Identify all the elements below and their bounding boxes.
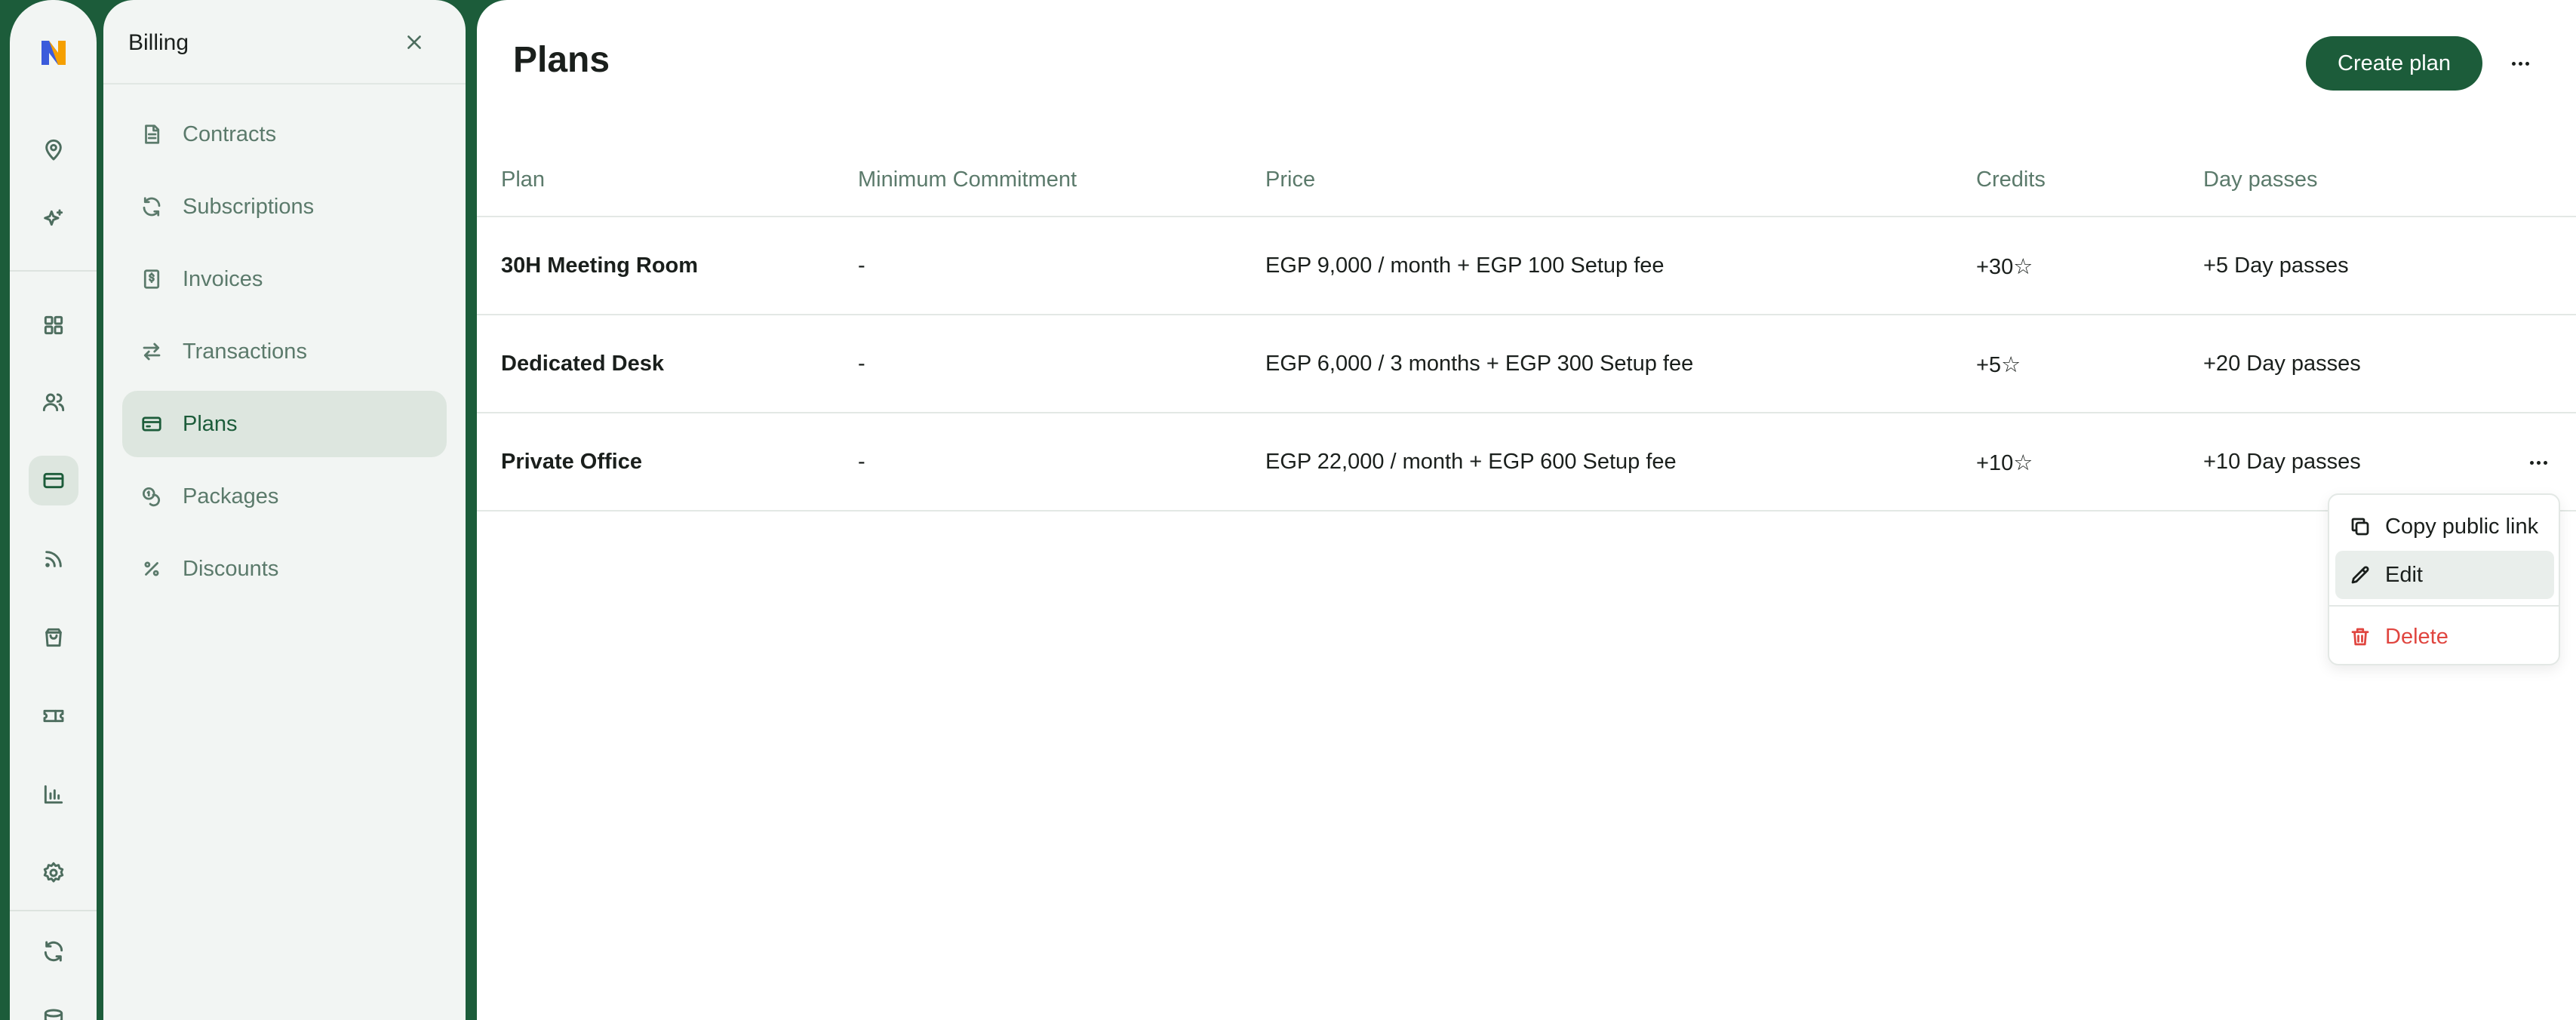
cell-commitment: -	[858, 450, 865, 474]
table-row[interactable]	[477, 217, 2576, 315]
subnav-item-label: Plans	[183, 411, 238, 436]
table-row[interactable]	[477, 413, 2576, 512]
sync-icon[interactable]	[29, 926, 78, 976]
cell-price: EGP 9,000 / month + EGP 100 Setup fee	[1265, 253, 1665, 278]
subnav-item-transactions[interactable]	[122, 318, 447, 385]
close-icon[interactable]	[401, 29, 428, 56]
app-logo[interactable]	[37, 36, 70, 69]
cell-day-passes: +20 Day passes	[2203, 352, 2361, 376]
subnav-item-discounts[interactable]	[122, 536, 447, 602]
cell-plan: Private Office	[501, 450, 642, 474]
cell-credits: +5☆	[1976, 353, 2021, 377]
subnav-item-subscriptions[interactable]	[122, 174, 447, 240]
menu-item-edit[interactable]	[2335, 551, 2554, 599]
trash-icon	[2347, 624, 2373, 650]
icon-rail	[10, 0, 97, 1020]
cell-day-passes: +10 Day passes	[2203, 450, 2361, 474]
database-icon[interactable]	[29, 994, 78, 1020]
settings-gear-icon[interactable]	[29, 848, 78, 898]
billing-subnav	[103, 0, 466, 1020]
menu-item-label: Delete	[2385, 624, 2448, 649]
subnav-item-label: Transactions	[183, 339, 307, 364]
cell-plan: 30H Meeting Room	[501, 253, 699, 278]
subnav-item-plans[interactable]	[122, 391, 447, 457]
coins-icon	[139, 484, 164, 509]
subnav-title: Billing	[128, 30, 189, 55]
subnav-list	[122, 101, 447, 608]
copy-icon	[2347, 514, 2373, 539]
column-header-price[interactable]: Price	[1265, 167, 1316, 192]
percent-icon	[139, 556, 164, 582]
menu-item-label: Edit	[2385, 562, 2423, 587]
billing-card-icon[interactable]	[29, 456, 78, 505]
plans-table	[477, 148, 2576, 512]
subnav-item-label: Invoices	[183, 266, 263, 291]
cell-commitment: -	[858, 352, 865, 376]
cell-price: EGP 22,000 / month + EGP 600 Setup fee	[1265, 450, 1677, 474]
users-icon[interactable]	[29, 377, 78, 427]
more-options-icon[interactable]	[2504, 47, 2537, 80]
menu-divider	[2329, 605, 2559, 607]
invoice-icon	[139, 266, 164, 292]
card-icon	[139, 411, 164, 437]
subnav-item-label: Packages	[183, 484, 279, 508]
subnav-item-label: Contracts	[183, 121, 277, 146]
column-header-minimum-commitment[interactable]: Minimum Commitment	[858, 167, 1077, 192]
subnav-item-invoices[interactable]	[122, 246, 447, 312]
cell-credits: +30☆	[1976, 255, 2033, 279]
grid-icon[interactable]	[29, 300, 78, 350]
column-header-credits[interactable]: Credits	[1976, 167, 2046, 192]
cell-credits: +10☆	[1976, 451, 2033, 475]
subnav-item-label: Subscriptions	[183, 194, 315, 219]
table-row[interactable]	[477, 315, 2576, 413]
refresh-icon	[139, 194, 164, 220]
document-icon	[139, 121, 164, 147]
subnav-item-packages[interactable]	[122, 463, 447, 530]
menu-item-delete[interactable]	[2335, 613, 2554, 661]
table-header	[477, 148, 2576, 217]
bar-chart-icon[interactable]	[29, 770, 78, 819]
create-plan-button[interactable]: Create plan	[2306, 36, 2482, 91]
cell-plan: Dedicated Desk	[501, 352, 664, 376]
menu-item-label: Copy public link	[2385, 514, 2539, 539]
menu-item-copy-public-link[interactable]	[2335, 502, 2554, 551]
subnav-item-label: Discounts	[183, 556, 279, 581]
subnav-header	[103, 0, 466, 84]
row-more-options-icon[interactable]	[2523, 451, 2553, 474]
sparkle-icon[interactable]	[29, 195, 78, 244]
ticket-icon[interactable]	[29, 691, 78, 741]
feed-icon[interactable]	[29, 534, 78, 584]
column-header-day-passes[interactable]: Day passes	[2203, 167, 2318, 192]
cell-price: EGP 6,000 / 3 months + EGP 300 Setup fee	[1265, 352, 1694, 376]
main-content	[477, 0, 2576, 1020]
column-header-plan[interactable]: Plan	[501, 167, 546, 192]
cell-commitment: -	[858, 253, 865, 278]
cell-day-passes: +5 Day passes	[2203, 253, 2349, 278]
subnav-item-contracts[interactable]	[122, 101, 447, 167]
page-title: Plans	[513, 40, 610, 80]
pencil-icon	[2347, 562, 2373, 588]
transfer-arrows-icon	[139, 339, 164, 364]
location-pin-icon[interactable]	[29, 125, 78, 175]
shopping-bag-icon[interactable]	[29, 613, 78, 662]
row-actions-menu	[2328, 493, 2560, 665]
